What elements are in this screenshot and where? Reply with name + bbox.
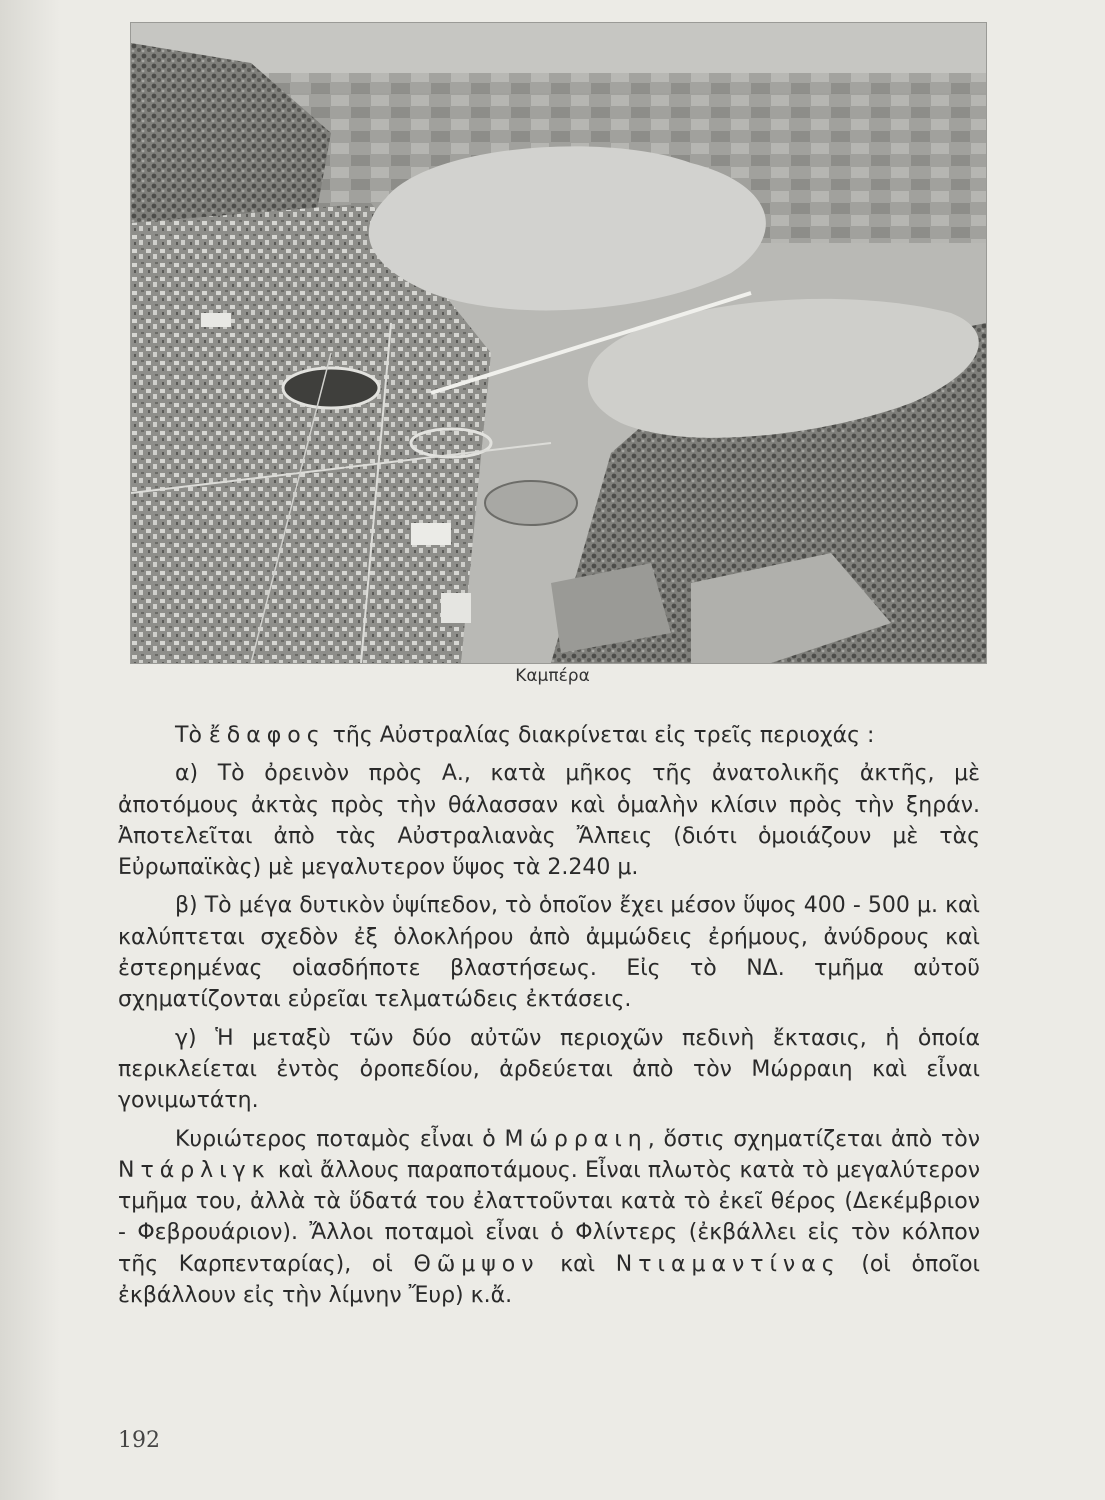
- text-run: Κυριώτερος ποταμὸς εἶναι ὁ: [175, 1126, 505, 1152]
- spaced-term: Ντάρλιγκ: [118, 1157, 271, 1183]
- text-run: , ὅστις σχηματίζεται ἀπὸ τὸν: [647, 1126, 980, 1152]
- text-run: καὶ ἄλλους παραποτάμους. Εἶναι πλωτὸς κατὰ τὸ μεγαλύτερον τμῆμα του, ἀλλὰ τὰ ὕδατά του ἐλαττοῦνται κατὰ τὸ ἐκεῖ θέρος (Δεκέμβριον - Φεβρουάριον). Ἄλλοι ποταμοὶ εἶναι ὁ Φλίντερς (ἐκβάλλει εἰς τὸν κόλπον τῆς Καρπενταρίας), οἱ: [118, 1157, 980, 1277]
- text-run: α) Τὸ ὀρεινὸν πρὸς Α., κατὰ μῆκος τῆς ἀνατολικῆς ἀκτῆς, μὲ ἀποτόμους ἀκτὰς πρὸς τὴν θάλασσαν καὶ ὁμαλὴν κλίσιν πρὸς τὴν ξηράν. Ἀποτελεῖται ἀπὸ τὰς Αὐστραλιανὰς Ἄλπεις (διότι ὁμοιάζουν μὲ τὰς Εὐρωπαϊκὰς) μὲ μεγαλυτερον ὕψος τὰ 2.240 μ.: [118, 761, 980, 881]
- paragraph-alpha: [118, 758, 980, 883]
- text-run: τῆς Αὐστραλίας διακρίνεται εἰς τρεῖς περιοχάς :: [325, 723, 875, 748]
- text-run: γ) Ἡ μεταξὺ τῶν δύο αὐτῶν περιοχῶν πεδινὴ ἔκτασις, ἡ ὁποία περικλείεται ἐντὸς ὀροπεδίου, ἀρδεύεται ἀπὸ τὸν Μώρραιη καὶ εἶναι γονιμωτάτη.: [118, 1025, 980, 1114]
- text-run: Τὸ: [175, 723, 209, 748]
- paragraph-gamma: [118, 1023, 980, 1117]
- paragraph-beta: [118, 890, 980, 1015]
- page-edge-shadow: [0, 0, 60, 1500]
- spaced-term: ἔδαφος: [208, 723, 326, 748]
- text-run: β) Τὸ μέγα δυτικὸν ὑψίπεδον, τὸ ὁποῖον ἔχει μέσον ὕψος 400 - 500 μ. καὶ καλύπτεται σχεδὸν ἐξ ὁλοκλήρου ἀπὸ ἀμμώδεις ἐρήμους, ἀνύδρους καὶ ἐστερημένας οἱασδήποτε βλαστήσεως. Εἰς τὸ ΝΔ. τμῆμα αὐτοῦ σχηματίζονται εὐρεῖαι τελματώδεις ἐκτάσεις.: [118, 893, 980, 1013]
- body-text: [118, 720, 980, 1311]
- spaced-term: Μώρραιη: [504, 1126, 648, 1152]
- paragraph-rivers: [118, 1124, 980, 1312]
- aerial-photo-canberra: [130, 22, 987, 664]
- page-number: 192: [118, 1428, 160, 1453]
- photo-caption: Καμπέρα: [515, 666, 590, 686]
- spaced-term: Θῶμψον: [413, 1251, 540, 1277]
- aerial-photo-illustration: [131, 23, 986, 663]
- text-run: (οἱ ὁποῖοι ἐκβάλλουν εἰς τὴν λίμνην Ἔυρ) κ.ἄ.: [118, 1251, 980, 1309]
- spaced-term: Ντιαμαντίνας: [615, 1251, 841, 1277]
- paragraph-intro: [118, 720, 980, 751]
- text-run: καὶ: [539, 1251, 616, 1277]
